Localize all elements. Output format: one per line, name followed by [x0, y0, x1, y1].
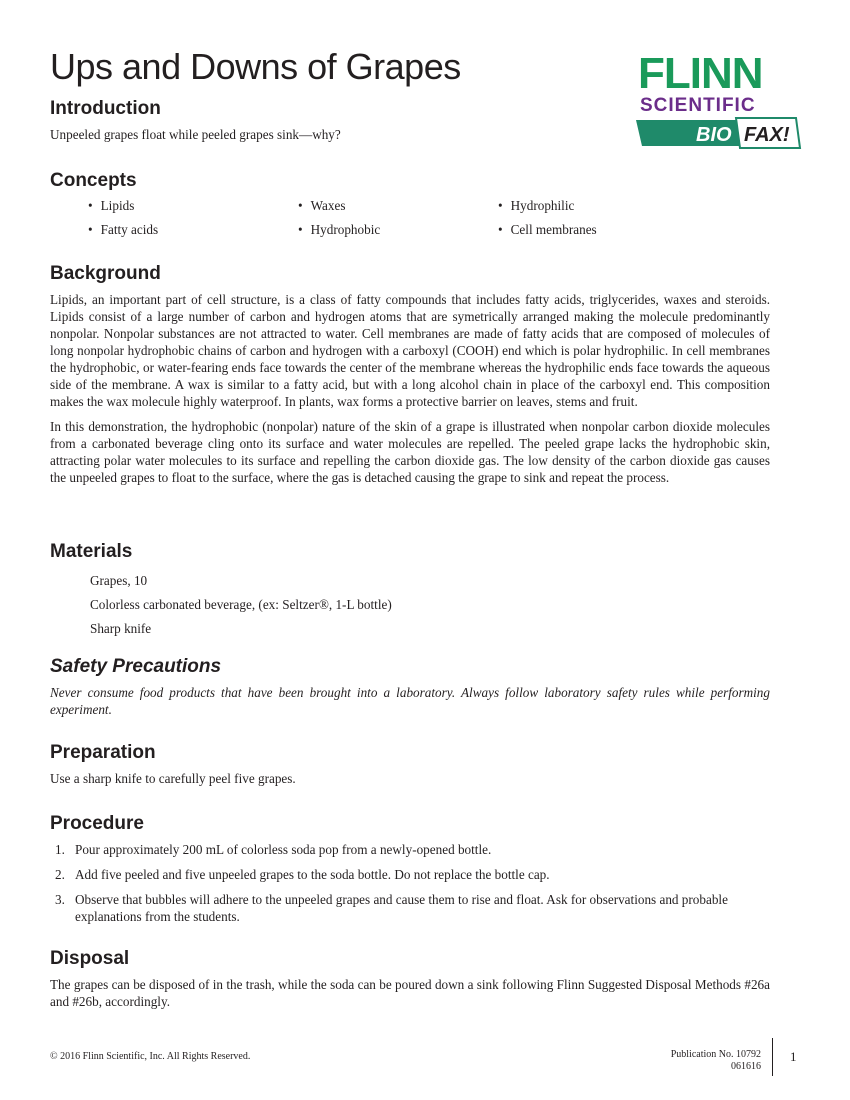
logo-flinn-text: FLINN: [638, 49, 763, 98]
concepts-list: [88, 198, 770, 238]
step-number: 3.: [55, 892, 65, 907]
procedure-step: [50, 866, 770, 883]
disposal-heading: Disposal: [50, 948, 130, 969]
footer-publication-info: [620, 1049, 761, 1073]
step-text: Observe that bubbles will adhere to the unpeeled grapes and cause them to rise and float. Ask for observations and probable explanations from the students.: [75, 892, 728, 924]
preparation-heading: Preparation: [50, 742, 156, 763]
introduction-text: Unpeeled grapes float while peeled grapes sink—why?: [50, 127, 341, 142]
background-paragraph-2: In this demonstration, the hydrophobic (nonpolar) nature of the skin of a grape is illustrated when nonpolar carbon dioxide molecules from a carbonated beverage cling onto its surface and water molecules are repelled. The peeled grape lacks the hydrophobic skin, attracting polar water molecules to its surface and repelling the carbon dioxide gas. The low density of the carbon dioxide gas causes the unpeeled grapes to float to the surface, where the gas is detached causing the grape to sink and repeat the process.: [50, 419, 770, 485]
background-heading: Background: [50, 263, 161, 284]
concept-item: • Hydrophobic: [298, 222, 498, 238]
background-paragraph-1: Lipids, an important part of cell structure, is a class of fatty compounds that includes fatty acids, triglycerides, waxes and steroids. Lipids consist of a large number of carbon and hydrogen atoms that are symetrically arranged making the molecule predominantly nonpolar. Nonpolar substances are not attracted to water. Cell membranes are made of fatty acids that are composed of molecules of long nonpolar hydrophobic chains of carbon and hydrogen with a carboxyl (COOH) end which is polar hydrophilic. In cell membranes the hydrophobic, or water-fearing ends face towards the center of the membrane whereas the hydrophilic ends face towards the aqueous side of the membrane. A wax is similar to a fatty acid, but with a long alcohol chain in place of the carboxyl end. This composition makes the wax molecule highly waterproof. In plants, wax forms a protective barrier on leaves, stems and fruit.: [50, 292, 770, 409]
step-number: 2.: [55, 867, 65, 882]
procedure-step: [50, 841, 770, 858]
footer-publication-code: 061616: [731, 1061, 761, 1072]
materials-section: [50, 541, 770, 641]
logo-fax-text: FAX!: [744, 124, 790, 146]
footer-publication-number: Publication No. 10792: [670, 1049, 761, 1060]
procedure-list: [50, 841, 770, 925]
safety-section: [50, 656, 770, 726]
step-text: Add five peeled and five unpeeled grapes to the soda bottle. Do not replace the bottle cap.: [75, 867, 550, 882]
concept-item: • Hydrophilic: [498, 198, 698, 214]
step-number: 1.: [55, 842, 65, 857]
introduction-section: [50, 98, 770, 151]
procedure-section: [50, 813, 770, 933]
material-item: Grapes, 10: [90, 573, 148, 588]
disposal-section: [50, 948, 770, 1018]
materials-heading: Materials: [50, 541, 133, 562]
footer-copyright: © 2016 Flinn Scientific, Inc. All Rights Reserved.: [50, 1051, 251, 1062]
page-number: 1: [790, 1049, 797, 1064]
footer-divider: [772, 1038, 773, 1076]
material-item: Sharp knife: [90, 621, 152, 636]
concept-item: • Lipids: [88, 198, 298, 214]
concept-item: • Fatty acids: [88, 222, 298, 238]
page-title: Ups and Downs of Grapes: [50, 46, 461, 87]
procedure-heading: Procedure: [50, 813, 144, 834]
concepts-heading: Concepts: [50, 170, 137, 191]
logo-scientific-text: SCIENTIFIC: [640, 95, 756, 116]
disposal-text: The grapes can be disposed of in the trash, while the soda can be poured down a sink following Flinn Suggested Disposal Methods #26a and #26b, accordingly.: [50, 977, 770, 1009]
concept-item: • Waxes: [298, 198, 498, 214]
procedure-step: [50, 891, 770, 925]
preparation-section: [50, 742, 770, 795]
safety-text: Never consume food products that have been brought into a laboratory. Always follow laboratory safety rules while performing experiment.: [50, 685, 770, 717]
concept-item: • Cell membranes: [498, 222, 698, 238]
preparation-text: Use a sharp knife to carefully peel five grapes.: [50, 771, 296, 786]
introduction-heading: Introduction: [50, 98, 161, 119]
background-section: [50, 263, 770, 494]
safety-heading: Safety Precautions: [50, 656, 222, 677]
logo-bio-text: BIO: [696, 124, 732, 146]
materials-list: [90, 569, 770, 641]
material-item: Colorless carbonated beverage, (ex: Seltzer®, 1-L bottle): [90, 597, 392, 612]
concepts-section: [50, 170, 770, 238]
step-text: Pour approximately 200 mL of colorless soda pop from a newly-opened bottle.: [75, 842, 492, 857]
